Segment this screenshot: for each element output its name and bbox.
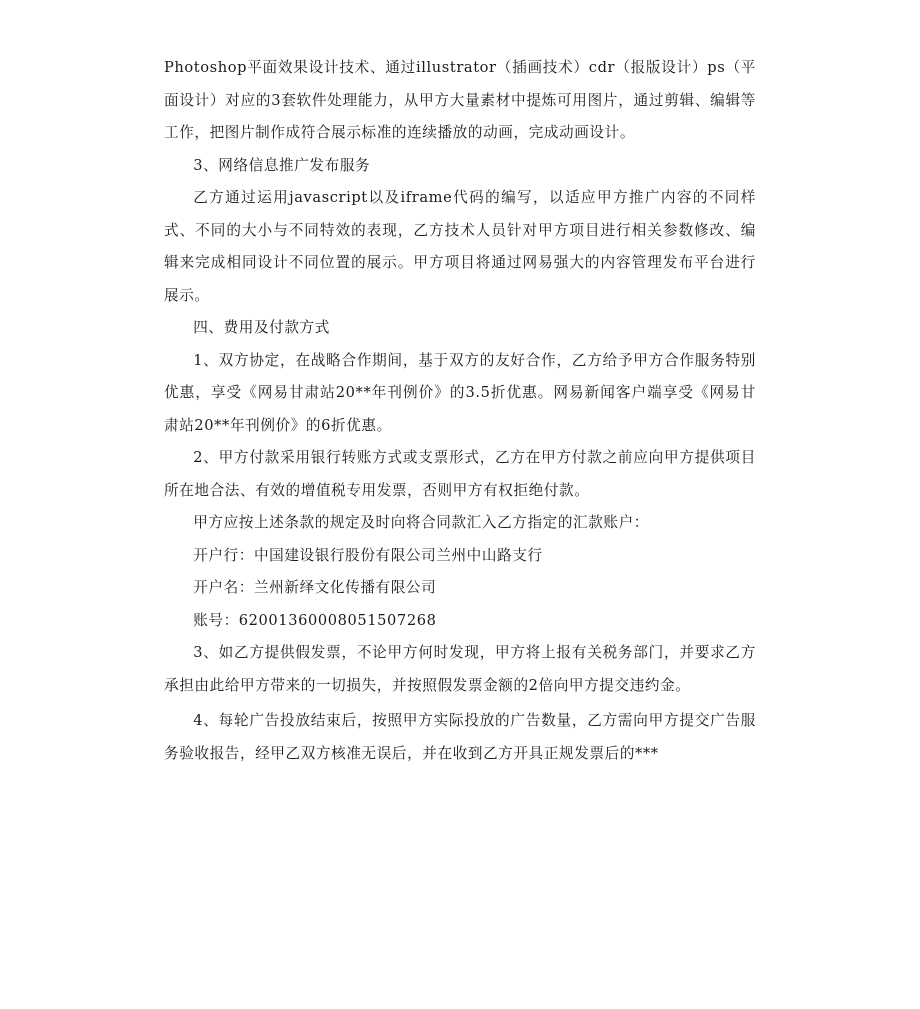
paragraph-network-promotion: 乙方通过运用javascript以及iframe代码的编写，以适应甲方推广内容的不同样式、不同的大小与不同特效的表现，乙方技术人员针对甲方项目进行相关参数修改、编辑来完成相同设计不同位置的展示。甲方项目将通过网易强大的内容管理发布平台进行展示。	[164, 189, 756, 304]
bank-name: 开户行：中国建设银行股份有限公司兰州中山路支行	[193, 546, 543, 564]
paragraph-clause-3: 3、如乙方提供假发票，不论甲方何时发现，甲方将上报有关税务部门，并要求乙方承担由此给甲方带来的一切损失，并按照假发票金额的2倍向甲方提交违约金。	[164, 644, 756, 694]
paragraph-clause-2: 2、甲方付款采用银行转账方式或支票形式，乙方在甲方付款之前应向甲方提供项目所在地合法、有效的增值税专用发票，否则甲方有权拒绝付款。	[164, 449, 756, 499]
heading-network-promotion: 3、网络信息推广发布服务	[193, 156, 371, 174]
document-body	[164, 52, 756, 770]
paragraph-remittance-instruction: 甲方应按上述条款的规定及时向将合同款汇入乙方指定的汇款账户：	[193, 514, 650, 531]
heading-fees-payment: 四、费用及付款方式	[193, 319, 330, 336]
account-number: 账号：62001360008051507268	[193, 611, 437, 629]
paragraph-clause-4: 4、每轮广告投放结束后，按照甲方实际投放的广告数量，乙方需向甲方提交广告服务验收报告，经甲乙双方核准无误后，并在收到乙方开具正规发票后的***	[164, 712, 756, 762]
paragraph-clause-1: 1、双方协定，在战略合作期间，基于双方的友好合作，乙方给予甲方合作服务特别优惠，享受《网易甘肃站20**年刊例价》的3.5折优惠。网易新闻客户端享受《网易甘肃站20**年刊例价》的6折优惠。	[164, 351, 756, 434]
paragraph-animation-design: Photoshop平面效果设计技术、通过illustrator（插画技术）cdr（报版设计）ps（平面设计）对应的3套软件处理能力，从甲方大量素材中提炼可用图片，通过剪辑、编辑等工作，把图片制作成符合展示标准的连续播放的动画，完成动画设计。	[164, 59, 756, 141]
account-name: 开户名：兰州新绎文化传播有限公司	[193, 579, 437, 596]
